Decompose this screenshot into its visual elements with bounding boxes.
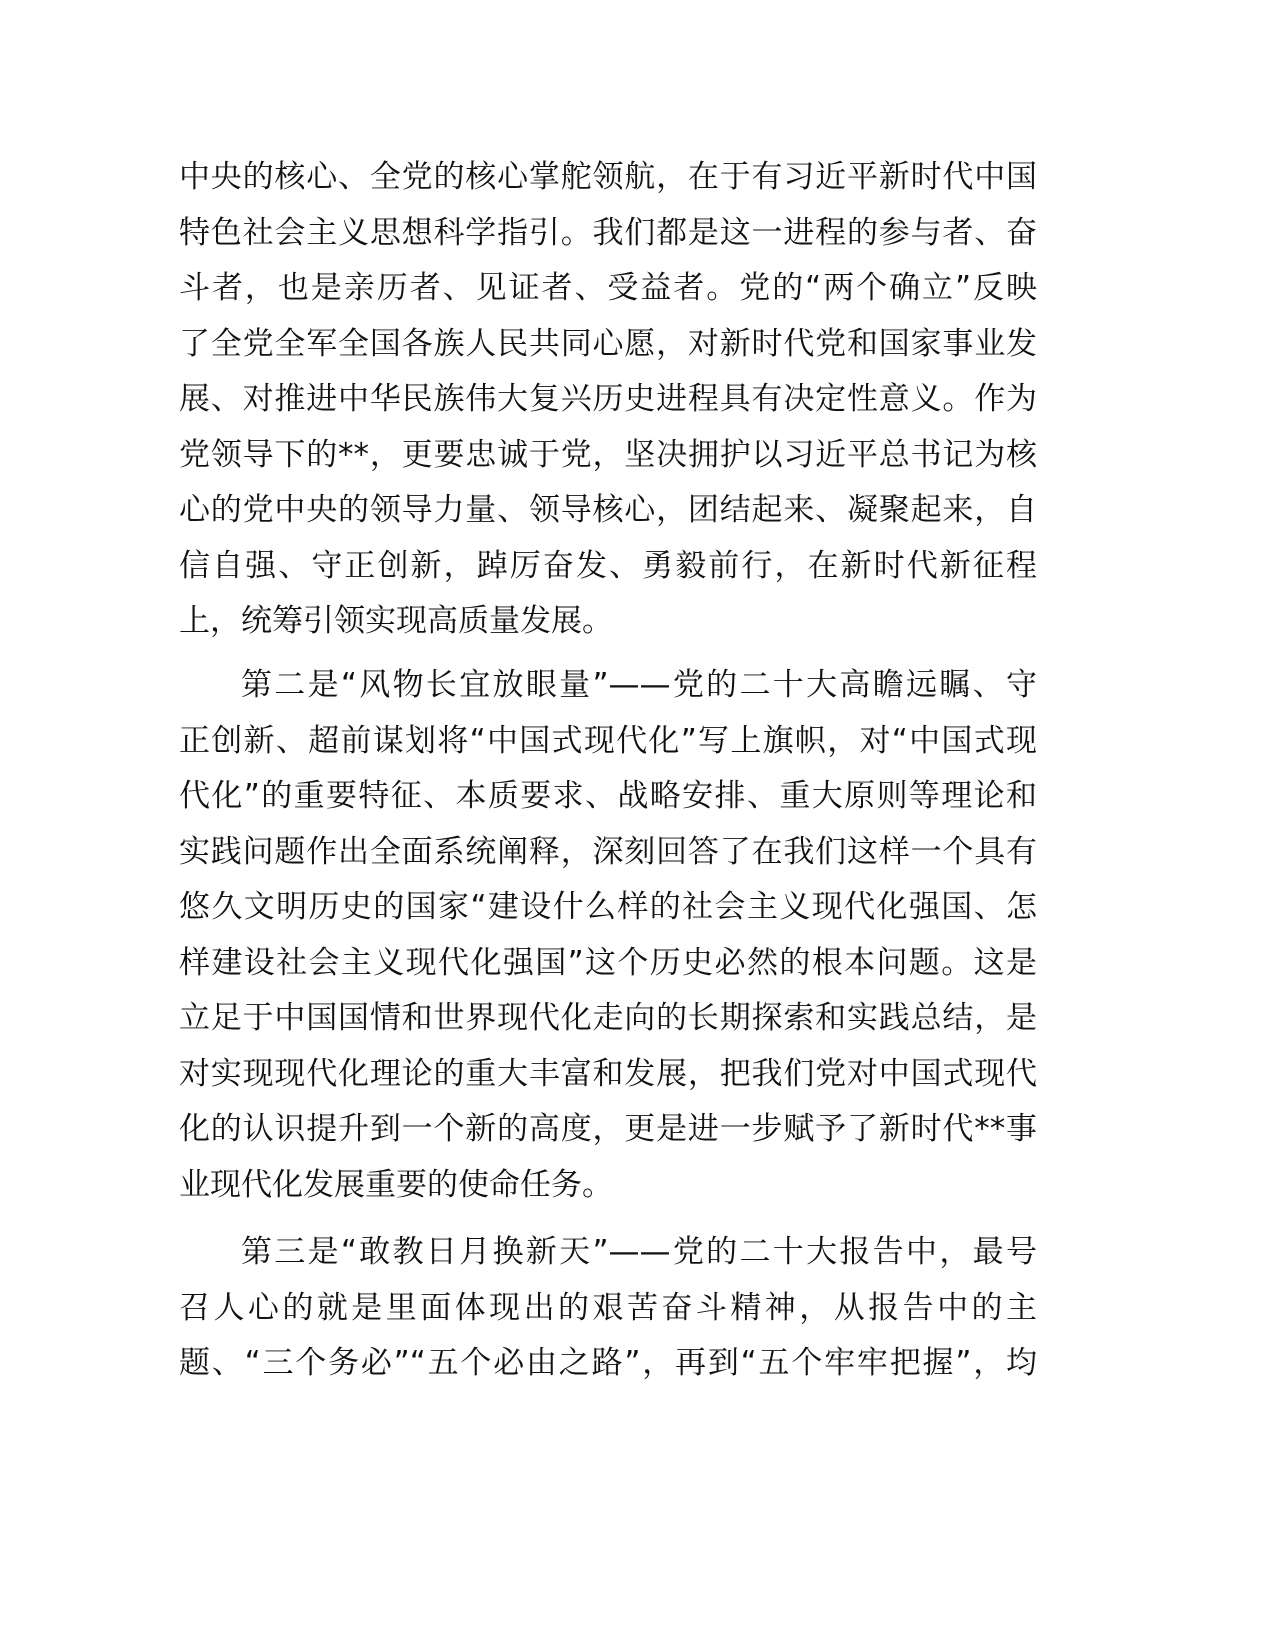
text-line: 实践问题作出全面系统阐释，深刻回答了在我们这样一个具有 bbox=[179, 833, 1037, 870]
text-line: 心的党中央的领导力量、领导核心，团结起来、凝聚起来，自 bbox=[179, 492, 1037, 528]
text-line: 第三是“敢教日月换新天”——党的二十大报告中，最号 bbox=[241, 1234, 1037, 1270]
text-line: 样建设社会主义现代化强国”这个历史必然的根本问题。这是 bbox=[179, 944, 1037, 981]
text-line: 第二是“风物长宜放眼量”——党的二十大高瞻远瞩、守 bbox=[241, 667, 1037, 703]
text-line: 特色社会主义思想科学指引。我们都是这一进程的参与者、奋 bbox=[179, 214, 1037, 251]
text-line: 题、“三个务必”“五个必由之路”，再到“五个牢牢把握”，均 bbox=[179, 1345, 1037, 1381]
text-line: 化的认识提升到一个新的高度，更是进一步赋予了新时代**事 bbox=[179, 1111, 1037, 1147]
text-line: 悠久文明历史的国家“建设什么样的社会主义现代化强国、怎 bbox=[179, 889, 1037, 925]
text-line: 立足于中国国情和世界现代化走向的长期探索和实践总结，是 bbox=[179, 1000, 1037, 1036]
text-line: 正创新、超前谋划将“中国式现代化”写上旗帜，对“中国式现 bbox=[179, 722, 1037, 759]
text-line: 对实现现代化理论的重大丰富和发展，把我们党对中国式现代 bbox=[179, 1055, 1037, 1092]
text-line: 中央的核心、全党的核心掌舵领航，在于有习近平新时代中国 bbox=[179, 159, 1037, 195]
paragraph-2 bbox=[179, 658, 1037, 1213]
text-line: 斗者，也是亲历者、见证者、受益者。党的“两个确立”反映 bbox=[179, 270, 1037, 306]
paragraph-3 bbox=[179, 1225, 1037, 1392]
text-line: 了全党全军全国各族人民共同心愿，对新时代党和国家事业发 bbox=[179, 325, 1037, 362]
text-line: 代化”的重要特征、本质要求、战略安排、重大原则等理论和 bbox=[179, 778, 1037, 814]
text-line: 召人心的就是里面体现出的艰苦奋斗精神，从报告中的主 bbox=[179, 1289, 1037, 1326]
text-line: 信自强、守正创新，踔厉奋发、勇毅前行，在新时代新征程 bbox=[179, 547, 1037, 584]
text-line: 展、对推进中华民族伟大复兴历史进程具有决定性意义。作为 bbox=[179, 381, 1037, 417]
text-line: 党领导下的**，更要忠诚于党，坚决拥护以习近平总书记为核 bbox=[179, 436, 1037, 473]
paragraph-1 bbox=[179, 150, 1037, 650]
text-line: 上，统筹引领实现高质量发展。 bbox=[179, 603, 613, 639]
text-line: 业现代化发展重要的使命任务。 bbox=[179, 1166, 613, 1203]
